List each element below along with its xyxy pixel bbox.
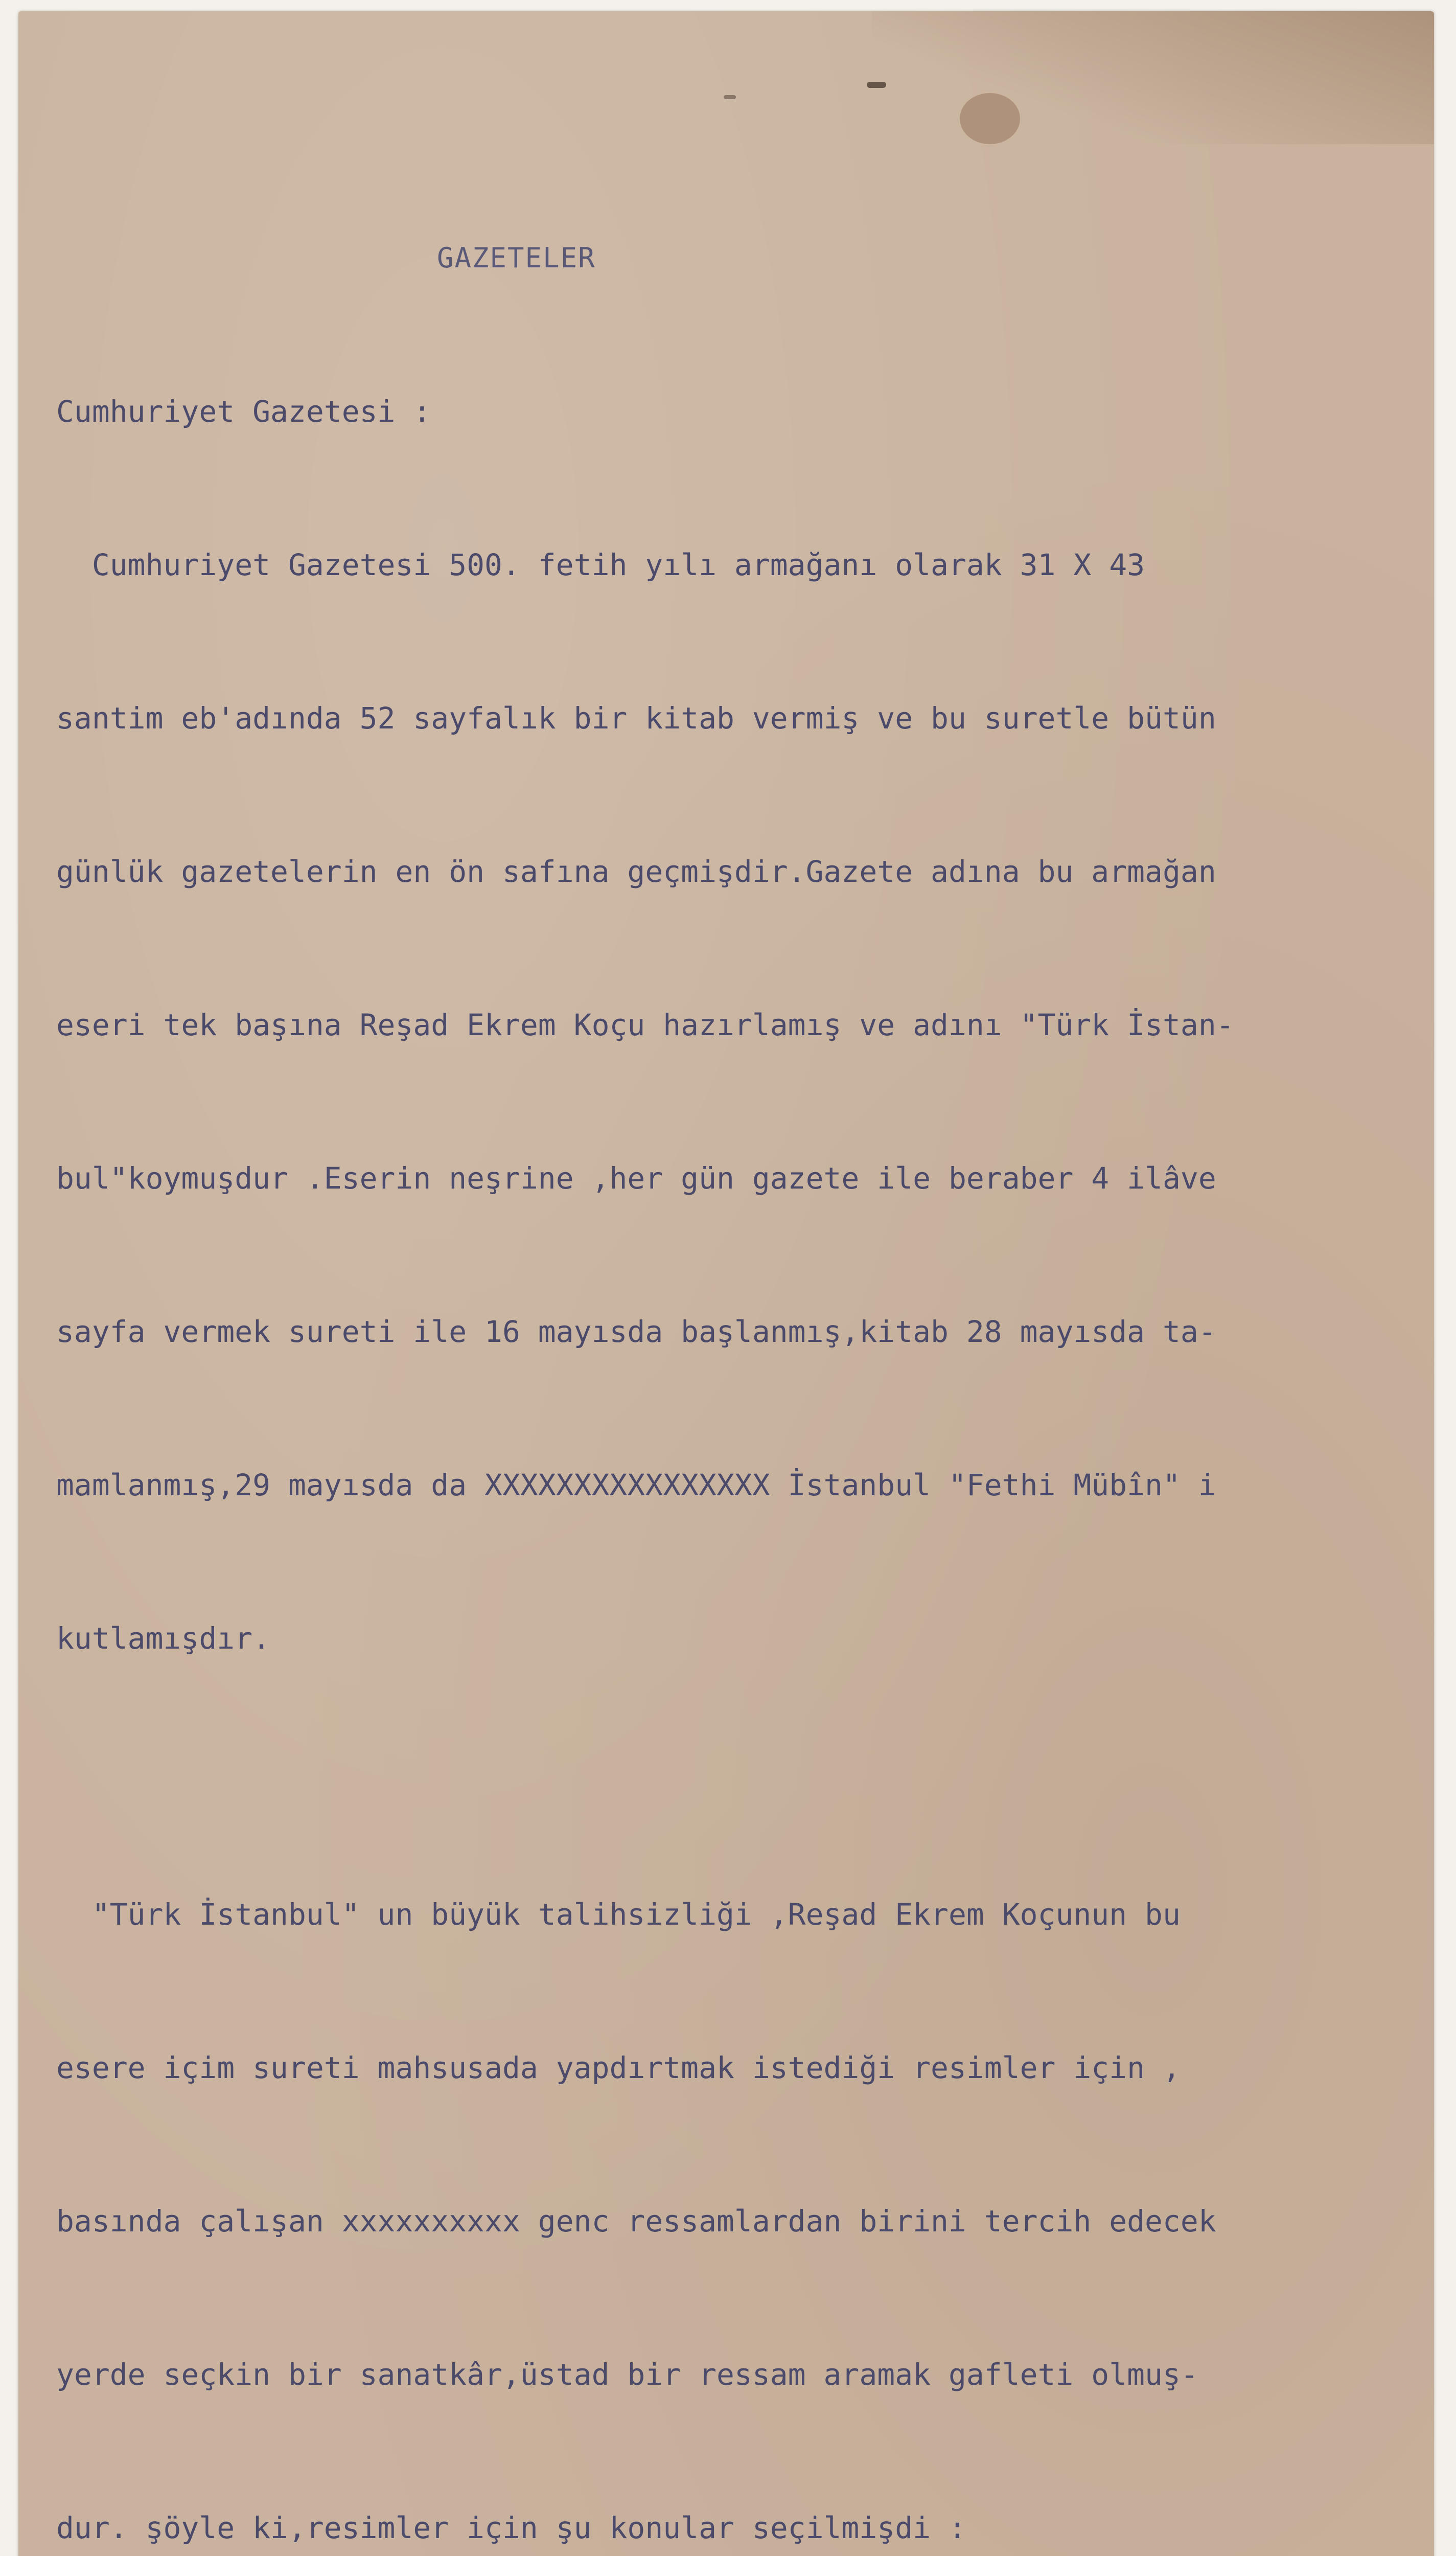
text-line: yerde seçkin bir sanatkâr,üstad bir ressam aramak gafleti olmuş-: [56, 2357, 1198, 2392]
text-line: santim eb'adında 52 sayfalık bir kitab vermiş ve bu suretle bütün: [56, 701, 1216, 736]
paper-shadow: [872, 11, 1434, 144]
text-line: dur. şöyle ki,resimler için şu konular seçilmişdi :: [56, 2511, 966, 2545]
text-line: kutlamışdır.: [56, 1621, 271, 1656]
text-line: esere içim sureti mahsusada yapdırtmak istediği resimler için ,: [56, 2050, 1181, 2085]
text-line: Cumhuriyet Gazetesi 500. fetih yılı armağanı olarak 31 X 43: [56, 547, 1145, 582]
text-line: bul"koymuşdur .Eserin neşrine ,her gün gazete ile beraber 4 ilâve: [56, 1161, 1216, 1196]
text-line: eseri tek başına Reşad Ekrem Koçu hazırlamış ve adını "Türk İstan-: [56, 1008, 1234, 1042]
ink-speck: [724, 95, 736, 99]
text-line: günlük gazetelerin en ön safına geçmişdir.Gazete adına bu armağan: [56, 854, 1216, 889]
text-line: sayfa vermek sureti ile 16 mayısda başlanmış,kitab 28 mayısda ta-: [56, 1314, 1216, 1349]
section-heading: Cumhuriyet Gazetesi :: [56, 394, 431, 429]
text-line: "Türk İstanbul" un büyük talihsizliği ,Reşad Ekrem Koçunun bu: [56, 1897, 1181, 1932]
document-title: GAZETELER: [437, 242, 596, 274]
text-line: basında çalışan xxxxxxxxxx genc ressamlardan birini tercih edecek: [56, 2204, 1216, 2239]
paragraph-gap: [56, 1766, 1405, 1787]
ink-speck: [867, 82, 886, 88]
text-line: mamlanmış,29 mayısda da XXXXXXXXXXXXXXXX İstanbul "Fethi Mübîn" i: [56, 1468, 1216, 1502]
typed-document: [56, 130, 1405, 2556]
